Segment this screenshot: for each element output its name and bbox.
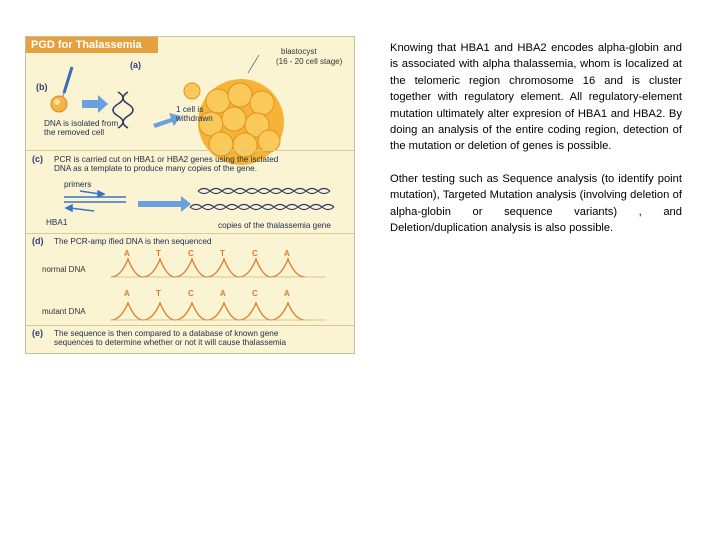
normal-base: A bbox=[284, 249, 290, 258]
body-text bbox=[390, 40, 682, 252]
pipette-icon bbox=[61, 67, 72, 101]
step-a-label: (a) bbox=[130, 60, 141, 70]
step-c-label: (c) bbox=[32, 154, 43, 164]
paragraph-2: Other testing such as Sequence analysis (to identify point mutation), Targeted Mutation analysis (involving deletion of alpha-globin or sequence variants) , and Deletion/duplication analysis is also possible. bbox=[390, 172, 682, 235]
isolated-cell-icon bbox=[51, 96, 67, 112]
copies-label: copies of the thalassemia gene bbox=[218, 221, 331, 230]
blastocyst-label-2: (16 - 20 cell stage) bbox=[276, 57, 343, 66]
compare-text-1: The sequence is then compared to a database of known gene bbox=[54, 329, 279, 338]
hba1-label: HBA1 bbox=[46, 218, 68, 227]
divider bbox=[26, 150, 355, 151]
normal-base: T bbox=[156, 249, 161, 258]
normal-base: T bbox=[220, 249, 225, 258]
normal-base: A bbox=[124, 249, 130, 258]
normal-sequence-trace bbox=[111, 259, 326, 277]
mutant-sequence-trace bbox=[111, 303, 326, 320]
pcr-amplified-text: The PCR-amp ified DNA is then sequenced bbox=[54, 237, 212, 246]
divider bbox=[26, 325, 355, 326]
primers-icon bbox=[64, 191, 126, 211]
normal-base: C bbox=[188, 249, 194, 258]
step-e-label: (e) bbox=[32, 328, 43, 338]
mutant-base: A bbox=[220, 289, 226, 298]
primers-label: primers bbox=[64, 180, 92, 189]
divider bbox=[26, 233, 355, 234]
step-d-label: (d) bbox=[32, 236, 44, 246]
removed-cell-icon bbox=[184, 83, 200, 99]
step-b-label: (b) bbox=[36, 82, 48, 92]
cell-withdrawn-2: withdrawn bbox=[176, 114, 213, 123]
dna-isolated-2: the removed cell bbox=[44, 128, 105, 137]
dna-isolated-1: DNA is isolated from bbox=[44, 119, 119, 128]
mutant-base: T bbox=[156, 289, 161, 298]
mutant-base: A bbox=[284, 289, 290, 298]
normal-base: C bbox=[252, 249, 258, 258]
pcr-text-1: PCR is carried cut on HBA1 or HBA2 genes using the isclated bbox=[54, 155, 279, 164]
figure-title: PGD for Thalassemia bbox=[26, 37, 158, 53]
mutant-base: C bbox=[252, 289, 258, 298]
pgd-figure bbox=[25, 36, 355, 354]
blastocyst-label-1: blastocyst bbox=[281, 47, 317, 56]
mutant-base: A bbox=[124, 289, 130, 298]
paragraph-1: Knowing that HBA1 and HBA2 encodes alpha-globin and is associated with alpha thalassemia, whom is localized at the telomeric region chromosome 16 and is cluster together with regulatory element. All regulatory-element mutation ultimately alter expresion of HBA1 and HBA2. By doing an analysis of the entire coding region, detection of the mutation or deletion of genes is possible. bbox=[390, 42, 682, 153]
pcr-text-2: DNA as a template to produce many copies of the gene. bbox=[54, 164, 257, 173]
pointer-line bbox=[248, 55, 259, 73]
gene-copies-icon bbox=[190, 189, 334, 210]
compare-text-2: sequences to determine whether or not it will cause thalassemia bbox=[54, 338, 287, 347]
mutant-dna-label: mutant DNA bbox=[42, 307, 86, 316]
cell-withdrawn-1: 1 cell is bbox=[176, 105, 204, 114]
normal-dna-label: normal DNA bbox=[42, 265, 86, 274]
mutant-base: C bbox=[188, 289, 194, 298]
